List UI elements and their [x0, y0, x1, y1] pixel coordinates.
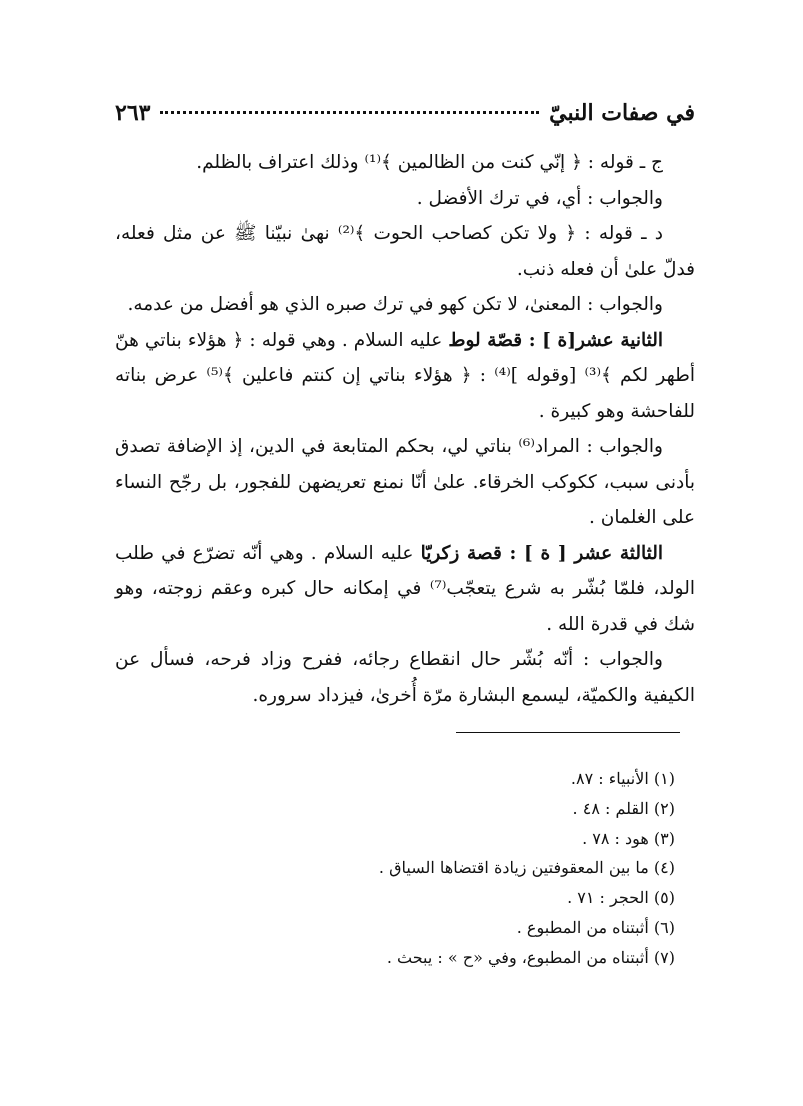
footnote-3: (٣) هود : ٧٨ .	[582, 828, 675, 848]
paragraph-answer-zakariya: والجواب : أنّه بُشّر حال انقطاع رجائه، ففرح وزاد فرحه، فسأل عن الكيفية والكميّة، ليسمع البشارة مرّة أُخرىٰ، فيزداد سروره.	[115, 649, 695, 706]
footnote-1: (١) الأنبياء : ٨٧.	[570, 769, 675, 788]
section-heading-zakariya: الثالثة عشر [ ة ] : قصة زكريّا	[420, 542, 663, 564]
main-text	[115, 145, 695, 713]
section-heading-lot: الثانية عشر[ة ] : قصّة لوط	[448, 329, 663, 351]
running-title: في صفات النبيّ	[549, 100, 695, 126]
footnote-separator	[456, 732, 680, 733]
page-number: ٢٦٣	[115, 100, 151, 126]
paragraph-d: د ـ قوله : ﴿ ولا تكن كصاحب الحوت ﴾⁽²⁾ نهىٰ نبيّنا ﷺ عن مثل فعله، فدلّ علىٰ أن فعله ذنب.	[115, 223, 695, 280]
paragraph-answer-c: والجواب : أي، في ترك الأفضل .	[416, 187, 663, 209]
footnote-7: (٧) أثبتناه من المطبوع، وفي «ح » : يبحث .	[386, 947, 675, 967]
footnote-5: (٥) الحجر : ٧١ .	[567, 888, 675, 908]
leader-dots	[160, 110, 539, 114]
footnotes	[200, 764, 675, 973]
paragraph-c: ج ـ قوله : ﴿ إنّي كنت من الظالمين ﴾⁽¹⁾ وذلك اعتراف بالظلم.	[196, 152, 663, 173]
section-twelfth	[115, 323, 695, 430]
section-text-lot: عليه السلام . وهي قوله : ﴿ هؤلاء بناتي هنّ أطهر لكم ﴾⁽³⁾ [وقوله ]⁽⁴⁾ : ﴿ هؤلاء بناتي إن كنتم فاعلين ﴾⁽⁵⁾ عرض بناته للفاحشة وهو كبيرة .	[115, 329, 695, 422]
footnote-6: (٦) أثبتناه من المطبوع .	[516, 917, 675, 937]
page-header	[115, 100, 695, 134]
footnote-2: (٢) القلم : ٤٨ .	[572, 798, 675, 818]
paragraph-answer-d: والجواب : المعنىٰ، لا تكن كهو في ترك صبره الذي هو أفضل من عدمه.	[127, 294, 663, 315]
footnote-4: (٤) ما بين المعقوفتين زيادة اقتضاها السياق .	[378, 858, 675, 878]
section-text-zakariya: عليه السلام . وهي أنّه تضرّع في طلب الولد، فلمّا بُشّر به شرع يتعجّب⁽⁷⁾ في إمكانه حال كبره وعقم زوجته، وهو شك في قدرة الله .	[115, 542, 695, 635]
section-thirteenth	[115, 536, 695, 643]
paragraph-answer-lot: والجواب : المراد⁽⁶⁾ بناتي لي، بحكم المتابعة في الدين، إذ الإضافة تصدق بأدنى سبب، ككوكب الخرقاء. علىٰ أنّا نمنع تعريضهن للفجور، بل رجّح النساء على الغلمان .	[115, 436, 695, 528]
